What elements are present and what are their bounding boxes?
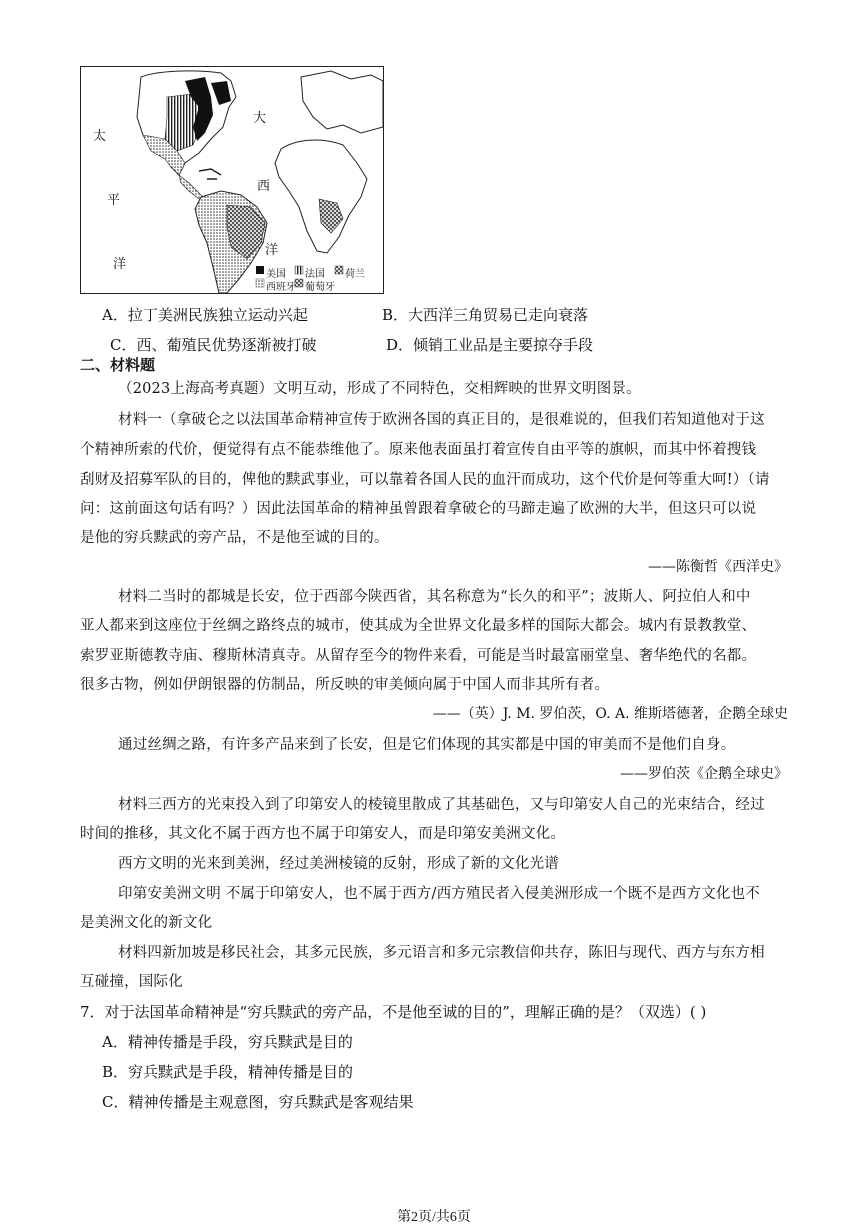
q6-option-d: D．倾销工业品是主要掠夺手段 bbox=[386, 336, 594, 354]
caribbean-islands bbox=[199, 169, 221, 179]
legend-swatch-spain bbox=[256, 279, 264, 287]
source-roberts-westad: ——（英）J. M. 罗伯茨，O. A. 维斯塔德著，企鹅全球史 bbox=[432, 706, 788, 722]
legend-swatch-usa bbox=[256, 266, 264, 274]
ocean-label-yang-pacific: 洋 bbox=[113, 257, 127, 272]
europe-outline bbox=[301, 71, 383, 133]
q6-option-a: A．拉丁美洲民族独立运动兴起 bbox=[102, 306, 308, 324]
material2-line: 亚人都来到这座位于丝绸之路终点的城市，使其成为全世界文化最多样的国际大都会。城内有景教教堂、 bbox=[80, 618, 757, 634]
ocean-label-xi: 西 bbox=[257, 179, 271, 194]
q7-option-a: A．精神传播是手段，穷兵黩武是目的 bbox=[102, 1033, 353, 1051]
legend-label-usa: 美国 bbox=[266, 269, 286, 280]
source-roberts: ——罗伯茨《企鹅全球史》 bbox=[620, 766, 788, 782]
q6-option-c: C．西、葡殖民优势逐渐被打破 bbox=[110, 336, 317, 354]
material4-line: 互碰撞，国际化 bbox=[80, 974, 183, 990]
ocean-label-tai: 太 bbox=[93, 129, 107, 144]
material2-line: 索罗亚斯德教寺庙、穆斯林清真寺。从留存至今的物件来看，可能是当时最富丽堂皇、奢华绝代的名都。 bbox=[80, 648, 757, 664]
material3-line: 材料三西方的光束投入到了印第安人的棱镜里散成了其基础色，又与印第安人自己的光束结合，经过 bbox=[118, 797, 765, 813]
material2b-text: 通过丝绸之路，有许多产品来到了长安，但是它们体现的其实都是中国的审美而不是他们自身。 bbox=[118, 737, 736, 753]
page-footer: 第2页/共6页 bbox=[397, 1210, 471, 1225]
map-drawing bbox=[81, 67, 383, 293]
legend-swatch-france bbox=[295, 266, 303, 274]
material1-line: 材料一（拿破仑之以法国革命精神宣传于欧洲各国的真正目的，是很难说的，但我们若知道他对于这 bbox=[118, 412, 765, 428]
material3c-line: 印第安美洲文明 不属于印第安人，也不属于西方/西方殖民者入侵美洲形成一个既不是西方文化也不 bbox=[118, 886, 760, 902]
ocean-label-ping: 平 bbox=[107, 193, 121, 208]
legend-label-netherlands: 荷兰 bbox=[345, 269, 365, 280]
legend-swatch-netherlands bbox=[335, 266, 343, 274]
question-7: 7．对于法国革命精神是“穷兵黩武的旁产品，不是他至诚的目的”，理解正确的是？（双选）( ) bbox=[80, 1003, 707, 1021]
legend-swatch-portugal bbox=[295, 279, 303, 287]
material2-line: 材料二当时的都城是长安，位于西部今陕西省，其名称意为“长久的和平”；波斯人、阿拉伯人和中 bbox=[118, 589, 751, 605]
q7-option-c: C．精神传播是主观意图，穷兵黩武是客观结果 bbox=[102, 1093, 414, 1111]
central-america-outline bbox=[179, 175, 203, 199]
material3b-text: 西方文明的光来到美洲，经过美洲棱镜的反射，形成了新的文化光谱 bbox=[118, 856, 559, 872]
colonial-map-figure bbox=[80, 66, 384, 294]
material3c-line: 是美洲文化的新文化 bbox=[80, 915, 213, 931]
ocean-label-yang-atlantic: 洋 bbox=[265, 243, 279, 258]
source-chen-hengzhe: ——陈衡哲《西洋史》 bbox=[648, 559, 788, 575]
ocean-label-da: 大 bbox=[253, 111, 267, 126]
intro-text: （2023上海高考真题）文明互动，形成了不同特色，交相辉映的世界文明图景。 bbox=[118, 381, 641, 397]
material4-line: 材料四新加坡是移民社会，其多元民族，多元语言和多元宗教信仰共存，陈旧与现代、西方与东方相 bbox=[118, 945, 765, 961]
material3-line: 时间的推移，其文化不属于西方也不属于印第安人，而是印第安美洲文化。 bbox=[80, 826, 566, 842]
legend-label-spain: 西班牙 bbox=[266, 282, 296, 293]
material1-line: 问：这前面这句话有吗？）因此法国革命的精神虽曾跟着拿破仑的马蹄走遍了欧洲的大半，但这只可以说 bbox=[80, 501, 757, 517]
q6-option-b: B．大西洋三角贸易已走向衰落 bbox=[382, 306, 589, 324]
africa-outline bbox=[275, 140, 367, 253]
material1-line: 刮财及招募军队的目的，俾他的黩武事业，可以靠着各国人民的血汗而成功，这个代价是何等重大呵!）（请 bbox=[80, 472, 770, 488]
section-title: 二、材料题 bbox=[80, 356, 156, 374]
q7-option-b: B．穷兵黩武是手段，精神传播是目的 bbox=[102, 1063, 354, 1081]
legend-label-france: 法国 bbox=[305, 269, 325, 280]
material1-line: 个精神所索的代价，便觉得有点不能恭维他了。原来他表面虽打着宣传自由平等的旗帜，而其中怀着搜钱 bbox=[80, 442, 757, 458]
material1-line: 是他的穷兵黩武的旁产品，不是他至诚的目的。 bbox=[80, 530, 389, 546]
material2-line: 很多古物，例如伊朗银器的仿制品，所反映的审美倾向属于中国人而非其所有者。 bbox=[80, 677, 610, 693]
legend-label-portugal: 葡萄牙 bbox=[305, 282, 335, 293]
